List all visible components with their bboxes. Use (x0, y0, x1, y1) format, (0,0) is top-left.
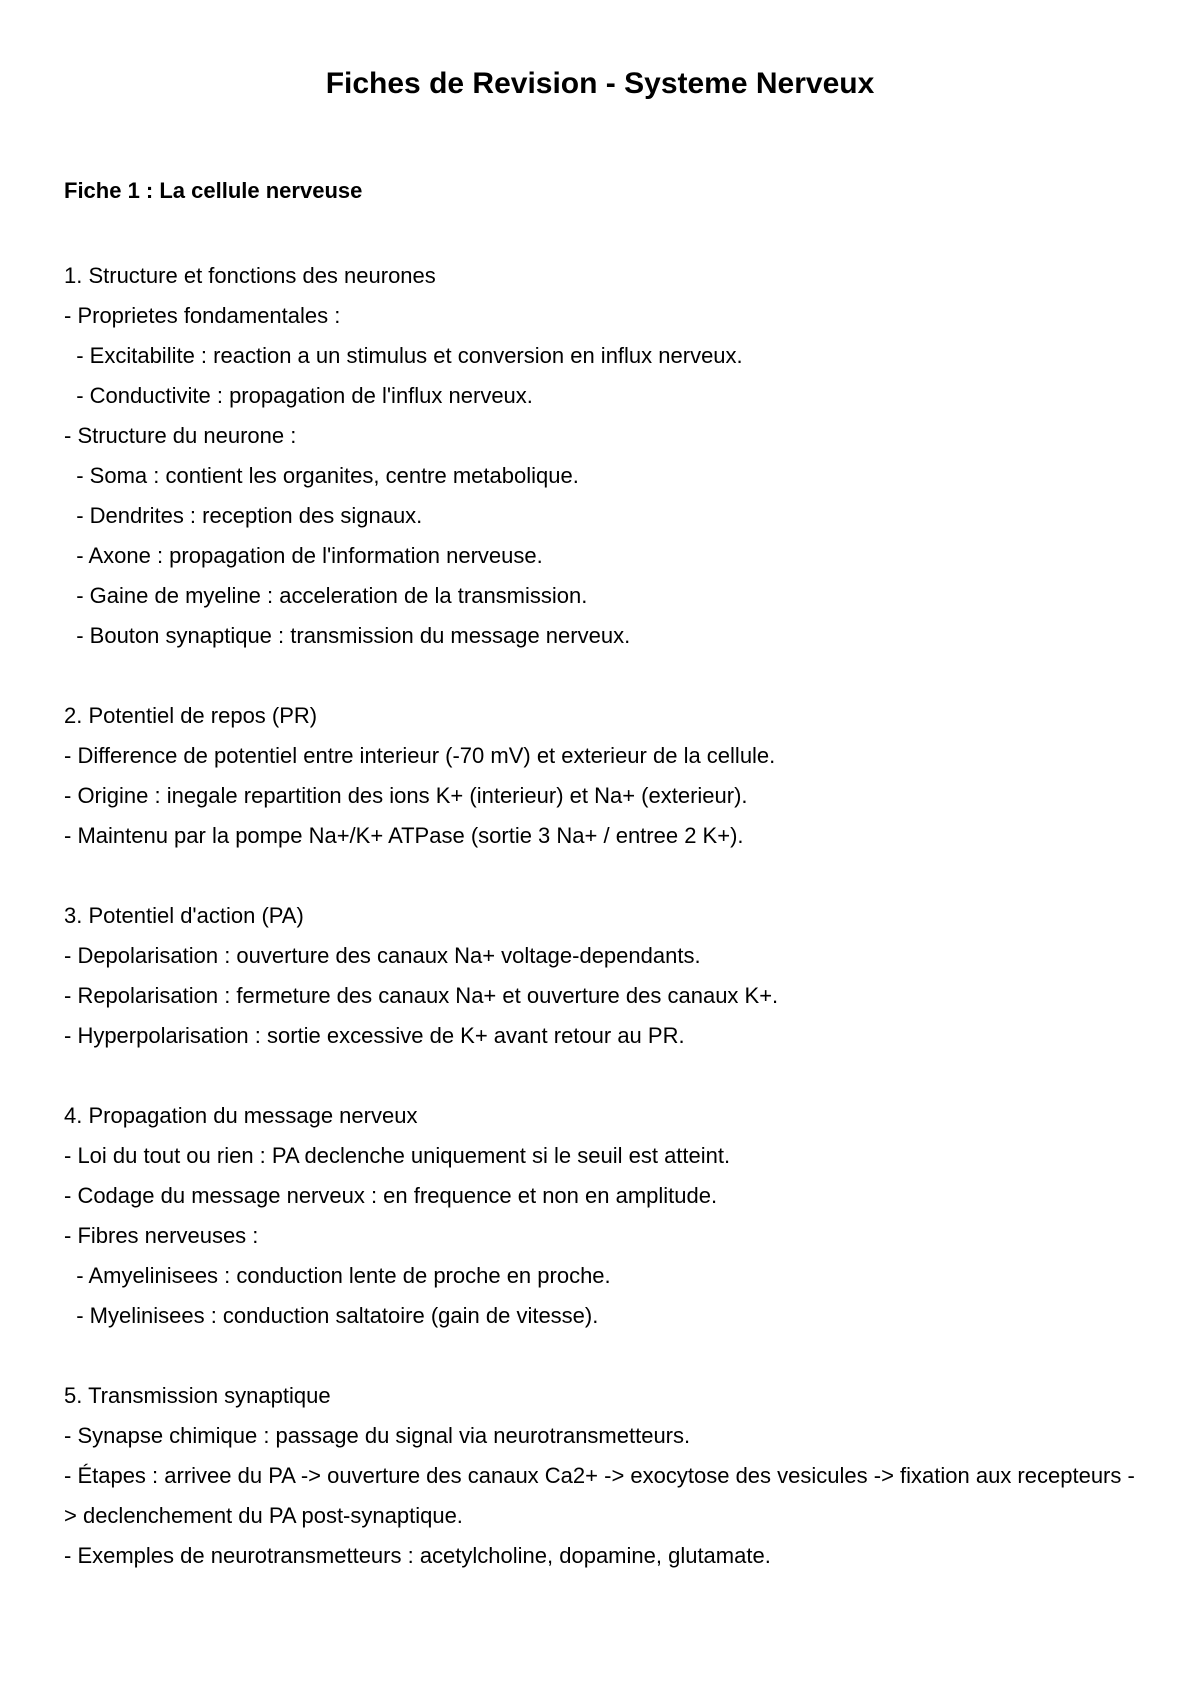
section-line: - Conductivite : propagation de l'influx nerveux. (64, 383, 533, 408)
section-line: - Fibres nerveuses : (64, 1223, 259, 1248)
section-spacer (64, 1056, 1144, 1096)
section-line: - Maintenu par la pompe Na+/K+ ATPase (sortie 3 Na+ / entree 2 K+). (64, 823, 744, 848)
section-4 (64, 1096, 1144, 1336)
section-5 (64, 1376, 1144, 1576)
section-line: - Bouton synaptique : transmission du message nerveux. (64, 623, 631, 648)
section-heading: 1. Structure et fonctions des neurones (64, 263, 436, 288)
sheet-title: Fiche 1 : La cellule nerveuse (64, 178, 363, 203)
section-line: - Proprietes fondamentales : (64, 303, 341, 328)
document-body (64, 256, 1144, 1576)
section-line: - Dendrites : reception des signaux. (64, 503, 423, 528)
section-line: - Exemples de neurotransmetteurs : acetylcholine, dopamine, glutamate. (64, 1543, 771, 1568)
section-heading: 4. Propagation du message nerveux (64, 1103, 418, 1128)
section-spacer (64, 856, 1144, 896)
section-line: - Structure du neurone : (64, 423, 297, 448)
section-line: - Repolarisation : fermeture des canaux Na+ et ouverture des canaux K+. (64, 983, 779, 1008)
section-line: - Gaine de myeline : acceleration de la transmission. (64, 583, 588, 608)
section-line: - Myelinisees : conduction saltatoire (gain de vitesse). (64, 1303, 599, 1328)
section-line: - Soma : contient les organites, centre metabolique. (64, 463, 579, 488)
section-line: - Origine : inegale repartition des ions K+ (interieur) et Na+ (exterieur). (64, 783, 748, 808)
section-line: - Axone : propagation de l'information nerveuse. (64, 543, 543, 568)
section-line: - Excitabilite : reaction a un stimulus et conversion en influx nerveux. (64, 343, 743, 368)
section-line: - Loi du tout ou rien : PA declenche uniquement si le seuil est atteint. (64, 1143, 731, 1168)
section-line: - Étapes : arrivee du PA -> ouverture des canaux Ca2+ -> exocytose des vesicules -> fixation aux recepteurs -> declenchement du PA post-synaptique. (64, 1463, 1135, 1528)
section-heading: 2. Potentiel de repos (PR) (64, 703, 318, 728)
section-1 (64, 256, 1144, 656)
section-heading: 5. Transmission synaptique (64, 1383, 331, 1408)
section-line: - Hyperpolarisation : sortie excessive de K+ avant retour au PR. (64, 1023, 685, 1048)
section-line: - Depolarisation : ouverture des canaux Na+ voltage-dependants. (64, 943, 701, 968)
section-line: - Codage du message nerveux : en frequence et non en amplitude. (64, 1183, 718, 1208)
document-title: Fiches de Revision - Systeme Nerveux (325, 67, 875, 100)
section-3 (64, 896, 1144, 1056)
section-2 (64, 696, 1144, 856)
section-line: - Difference de potentiel entre interieur (-70 mV) et exterieur de la cellule. (64, 743, 776, 768)
section-line: - Synapse chimique : passage du signal via neurotransmetteurs. (64, 1423, 691, 1448)
section-heading: 3. Potentiel d'action (PA) (64, 903, 304, 928)
section-spacer (64, 656, 1144, 696)
section-line: - Amyelinisees : conduction lente de proche en proche. (64, 1263, 611, 1288)
section-spacer (64, 1336, 1144, 1376)
